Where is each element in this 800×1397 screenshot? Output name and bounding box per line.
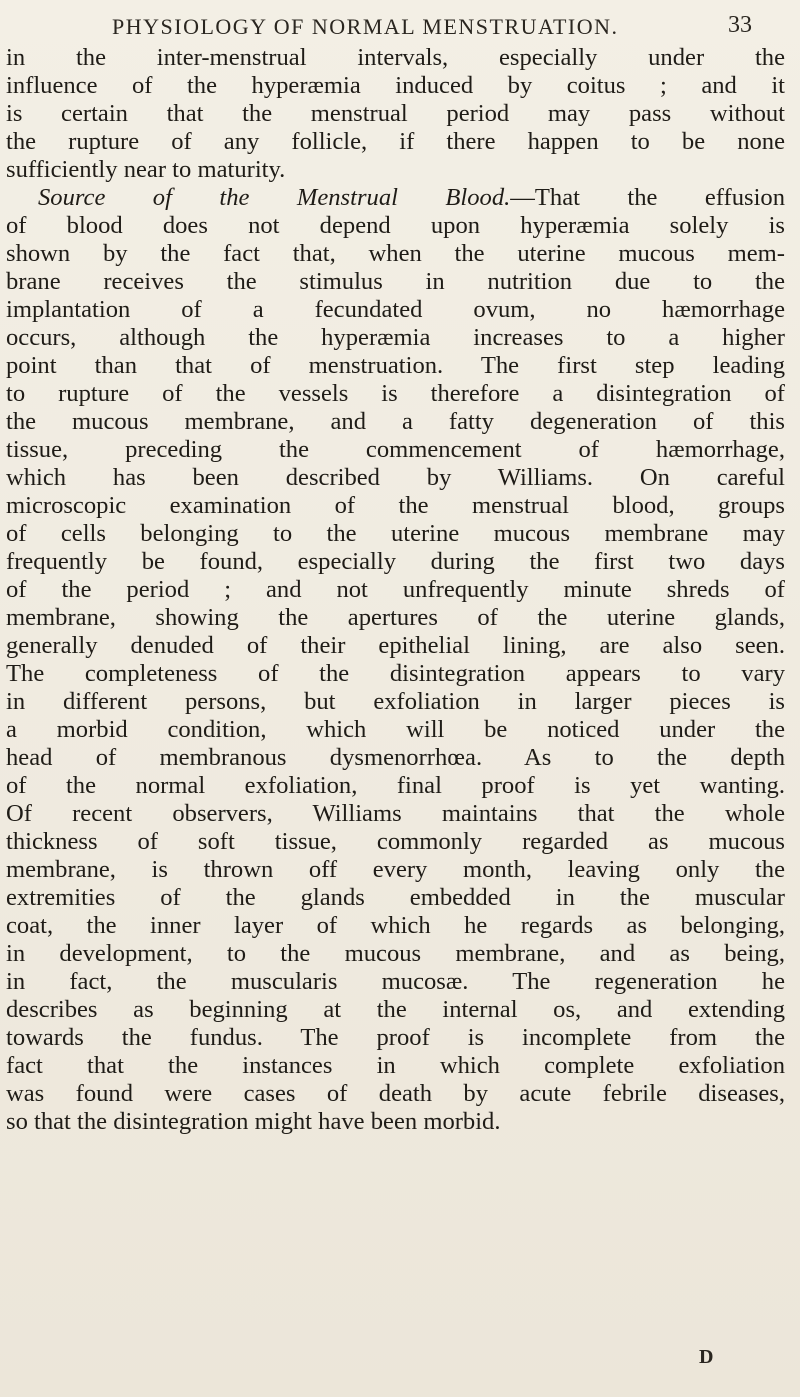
section-lead-line	[38, 184, 785, 212]
text-line: brane receives the stimulus in nutrition due to the	[6, 268, 785, 295]
page-header	[0, 6, 800, 42]
text-line: towards the fundus. The proof is incomplete from the	[6, 1024, 785, 1051]
text-line: of the normal exfoliation, final proof is yet wanting.	[6, 772, 785, 799]
text-line: of blood does not depend upon hyperæmia solely is	[6, 212, 785, 239]
text-line: implantation of a fecundated ovum, no hæmorrhage	[6, 296, 785, 323]
text-line: which has been described by Williams. On careful	[6, 464, 785, 491]
text-line: describes as beginning at the internal os, and extending	[6, 996, 785, 1023]
signature-mark: D	[699, 1346, 714, 1368]
section-heading-italic: Source of the Menstrual Blood.	[38, 184, 511, 211]
text-line: the mucous membrane, and a fatty degeneration of this	[6, 408, 785, 435]
page-number: 33	[728, 12, 752, 38]
section-lead-text: —That the effusion	[510, 184, 785, 211]
text-line: thickness of soft tissue, commonly regarded as mucous	[6, 828, 785, 855]
running-head: PHYSIOLOGY OF NORMAL MENSTRUATION.	[112, 14, 619, 39]
text-line: so that the disintegration might have been morbid.	[6, 1108, 501, 1135]
text-line: in the inter-menstrual intervals, especially under the	[6, 44, 785, 71]
text-line: in fact, the muscularis mucosæ. The regeneration he	[6, 968, 785, 995]
text-line: membrane, is thrown off every month, leaving only the	[6, 856, 785, 883]
text-line: tissue, preceding the commencement of hæmorrhage,	[6, 436, 785, 463]
text-line: to rupture of the vessels is therefore a disintegration of	[6, 380, 785, 407]
text-line: occurs, although the hyperæmia increases to a higher	[6, 324, 785, 351]
text-line: The completeness of the disintegration appears to vary	[6, 660, 785, 687]
text-line: generally denuded of their epithelial lining, are also seen.	[6, 632, 785, 659]
text-line: microscopic examination of the menstrual blood, groups	[6, 492, 785, 519]
text-line: in different persons, but exfoliation in larger pieces is	[6, 688, 785, 715]
text-line: of cells belonging to the uterine mucous membrane may	[6, 520, 785, 547]
text-line: was found were cases of death by acute febrile diseases,	[6, 1080, 785, 1107]
text-line: the rupture of any follicle, if there happen to be none	[6, 128, 785, 155]
text-line: head of membranous dysmenorrhœa. As to the depth	[6, 744, 785, 771]
text-line: fact that the instances in which complete exfoliation	[6, 1052, 785, 1079]
text-line: shown by the fact that, when the uterine mucous mem-	[6, 240, 785, 267]
text-line: coat, the inner layer of which he regards as belonging,	[6, 912, 785, 939]
text-line: Of recent observers, Williams maintains that the whole	[6, 800, 785, 827]
text-line: frequently be found, especially during the first two days	[6, 548, 785, 575]
text-line: of the period ; and not unfrequently minute shreds of	[6, 576, 785, 603]
text-line: is certain that the menstrual period may pass without	[6, 100, 785, 127]
text-line: membrane, showing the apertures of the uterine glands,	[6, 604, 785, 631]
text-line: in development, to the mucous membrane, and as being,	[6, 940, 785, 967]
text-line: a morbid condition, which will be noticed under the	[6, 716, 785, 743]
text-line: point than that of menstruation. The first step leading	[6, 352, 785, 379]
text-line: extremities of the glands embedded in the muscular	[6, 884, 785, 911]
text-line: sufficiently near to maturity.	[6, 156, 286, 183]
text-line: influence of the hyperæmia induced by coitus ; and it	[6, 72, 785, 99]
